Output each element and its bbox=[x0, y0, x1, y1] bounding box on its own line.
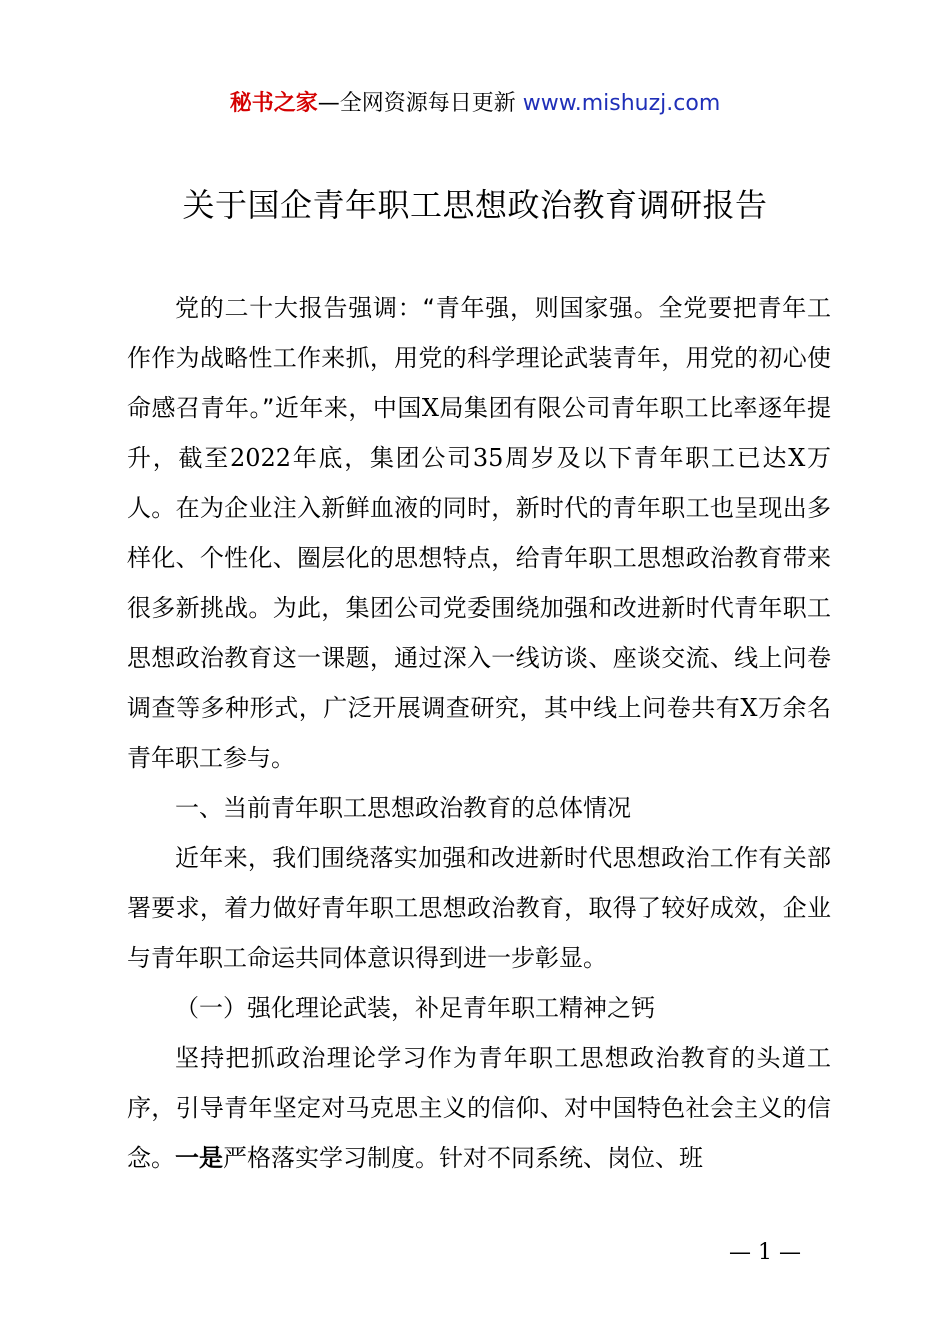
document-title: 关于国企青年职工思想政治教育调研报告 bbox=[182, 186, 768, 224]
banner-slogan: —全网资源每日更新 bbox=[317, 91, 523, 116]
page-number: — 1 — bbox=[729, 1240, 801, 1265]
subsection1-bold-marker: 一是 bbox=[175, 1144, 223, 1172]
section1-heading: 一、当前青年职工思想政治教育的总体情况 bbox=[175, 794, 631, 822]
intro-paragraph: 党的二十大报告强调：“青年强，则国家强。全党要把青年工作作为战略性工作来抓，用党的科学理论武装青年，用党的初心使命感召青年。”近年来，中国X局集团有限公司青年职工比率逐年提升，截至2022年底，集团公司35周岁及以下青年职工已达X万人。在为企业注入新鲜血液的同时，新时代的青年职工也呈现出多样化、个性化、圈层化的思想特点，给青年职工思想政治教育带来很多新挑战。为此，集团公司党委围绕加强和改进新时代青年职工思想政治教育这一课题，通过深入一线访谈、座谈交流、线上问卷调查等多种形式，广泛开展调查研究，其中线上问卷共有X万余名青年职工参与。 bbox=[127, 294, 832, 772]
site-banner bbox=[0, 86, 950, 122]
banner-brand: 秘书之家 bbox=[229, 91, 318, 116]
section1-paragraph: 近年来，我们围绕落实加强和改进新时代思想政治工作有关部署要求，着力做好青年职工思想政治教育，取得了较好成效，企业与青年职工命运共同体意识得到进一步彰显。 bbox=[127, 844, 831, 972]
document-body bbox=[127, 283, 831, 1183]
subsection1-paragraph: 坚持把抓政治理论学习作为青年职工思想政治教育的头道工序，引导青年坚定对马克思主义的信仰、对中国特色社会主义的信念。一是严格落实学习制度。针对不同系统、岗位、班 bbox=[127, 1044, 831, 1172]
banner-url-link[interactable]: www.mishuzj.com bbox=[522, 91, 721, 116]
subsection1-heading: （一）强化理论武装，补足青年职工精神之钙 bbox=[175, 994, 655, 1022]
